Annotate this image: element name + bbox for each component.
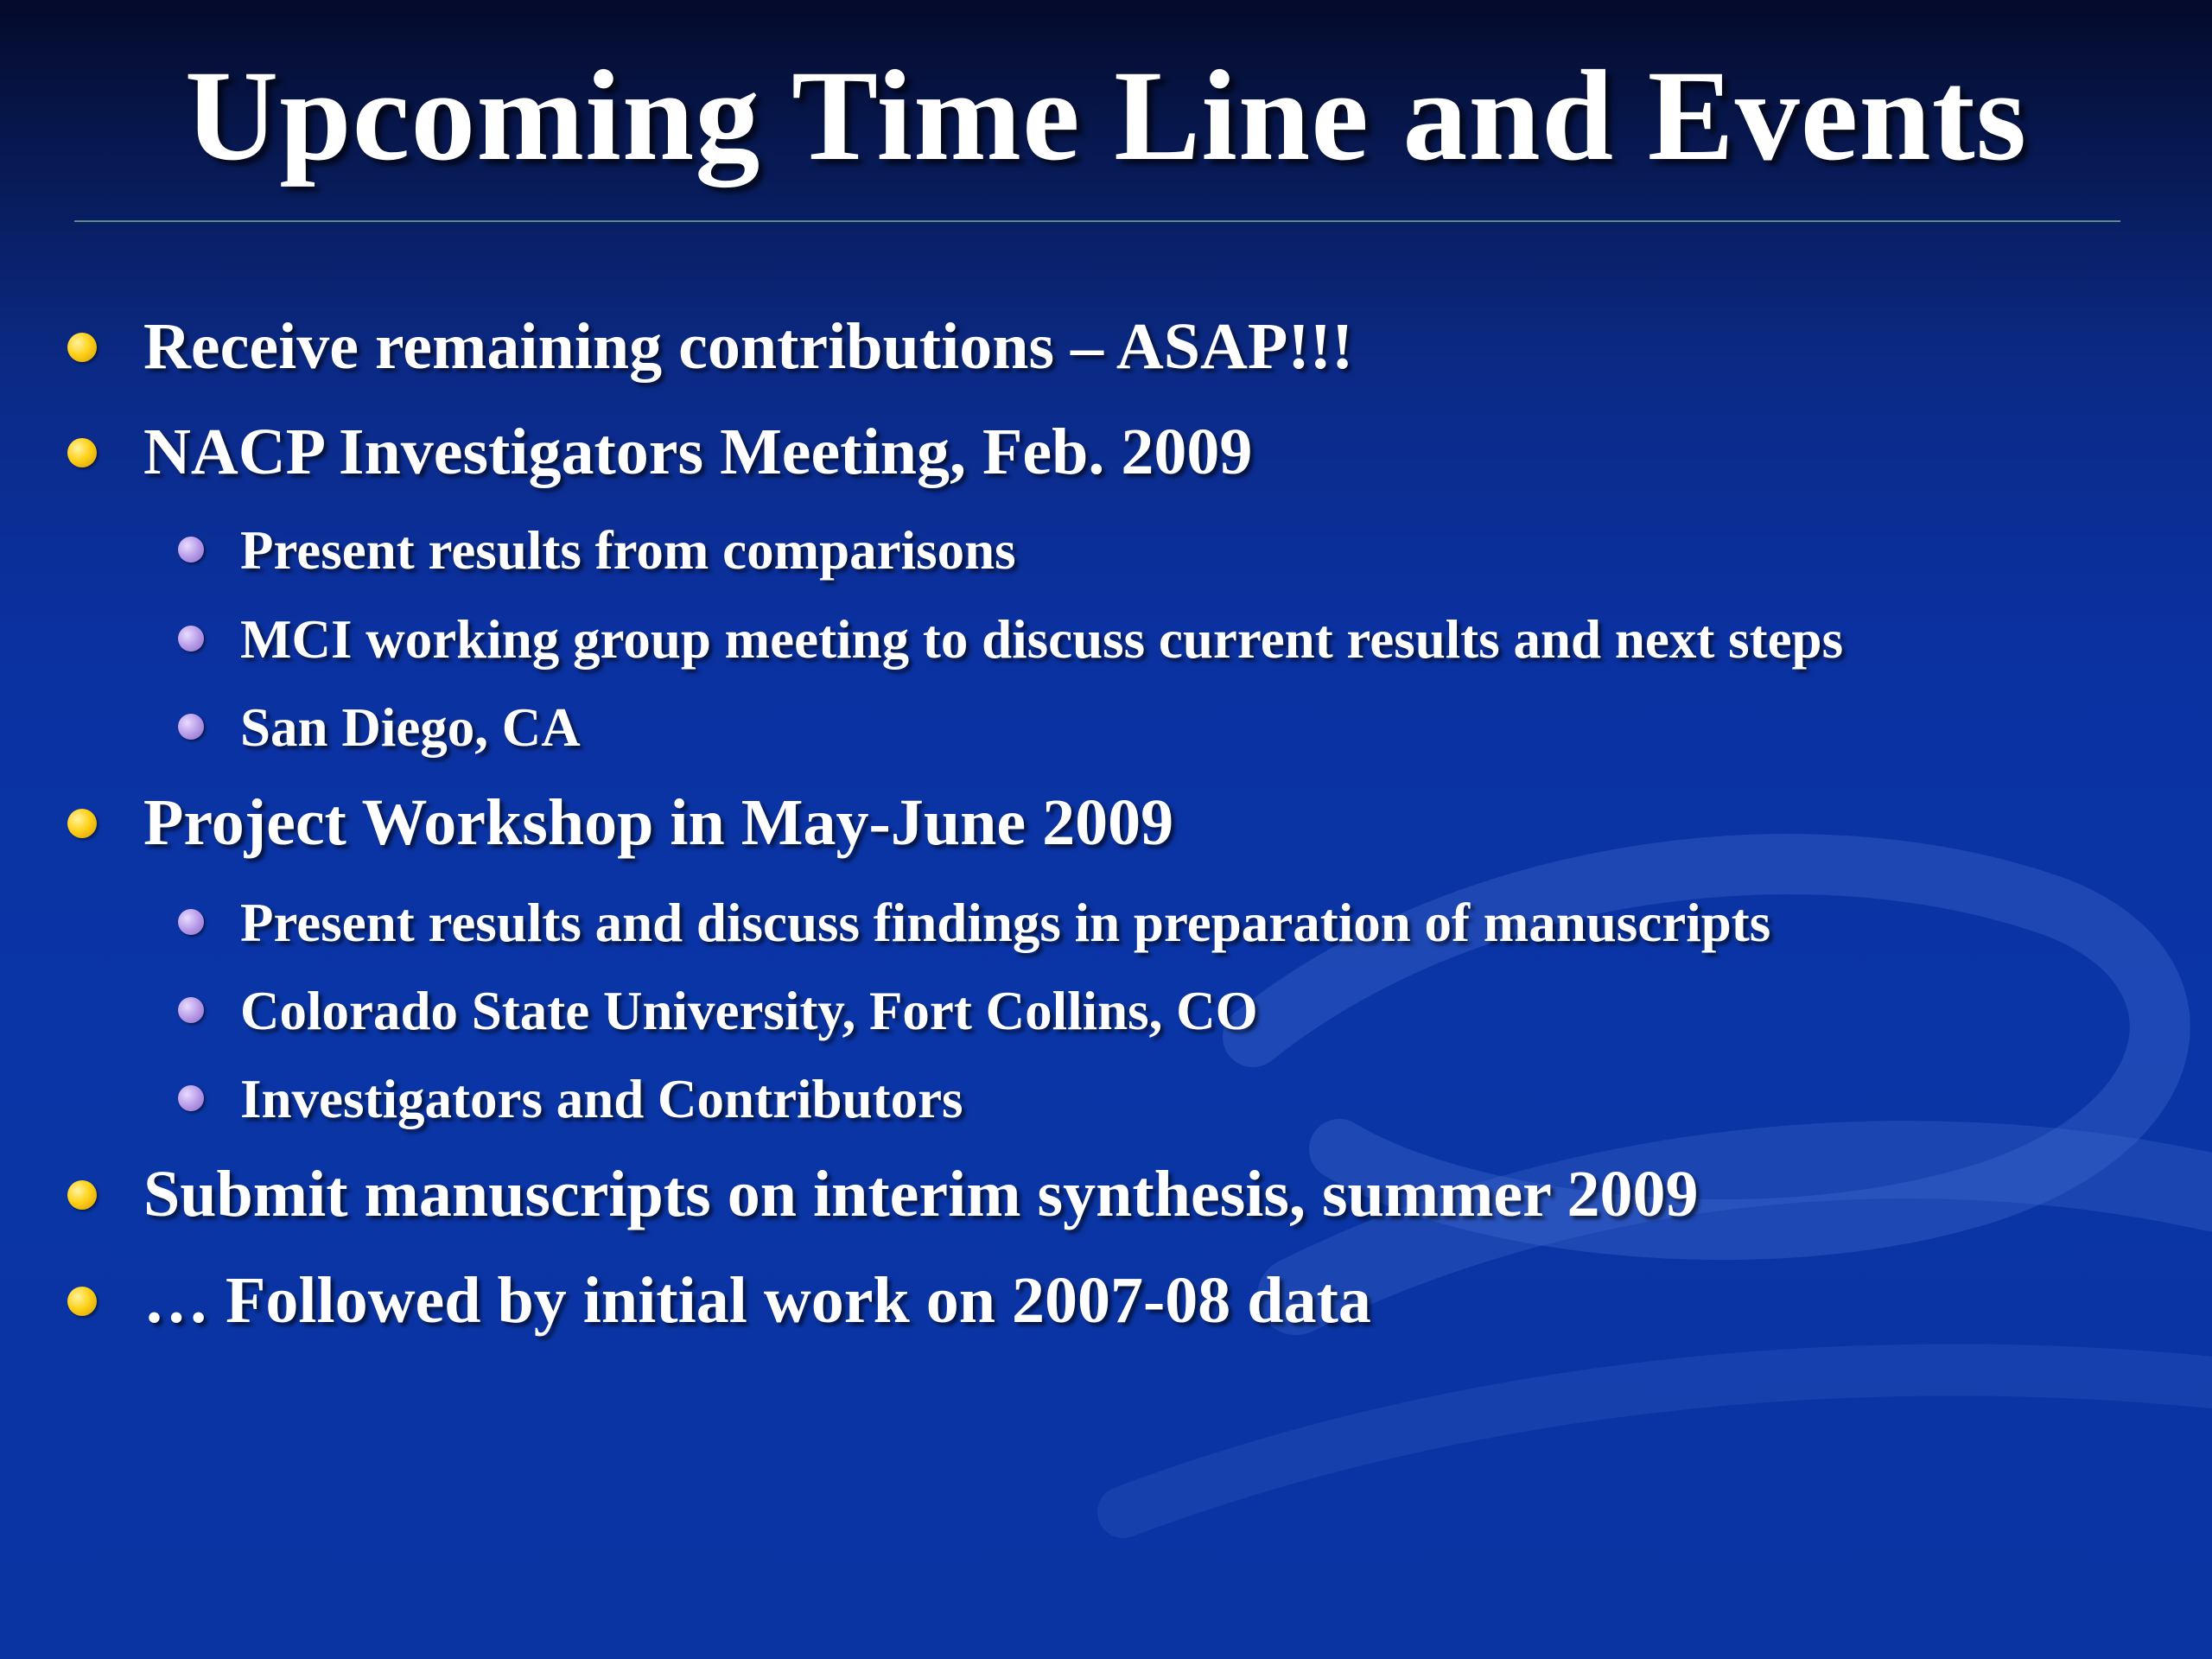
sub-list-item-text: Colorado State University, Fort Collins, CO (240, 981, 1258, 1041)
sub-list-item-text: Investigators and Contributors (240, 1069, 963, 1129)
sub-bullet-dot-icon (178, 909, 204, 935)
sub-bullet-dot-icon (178, 626, 204, 652)
list-item-text: … Followed by initial work on 2007-08 data (143, 1264, 1371, 1337)
list-item-text: Submit manuscripts on interim synthesis, summer 2009 (143, 1158, 1699, 1230)
list-item (143, 785, 1173, 861)
sub-list-item-text: San Diego, CA (240, 697, 581, 758)
sub-list-item-text: MCI working group meeting to discuss current results and next steps (240, 609, 1844, 670)
sub-list-item-text: Present results from comparisons (240, 520, 1016, 581)
list-item (143, 309, 1353, 385)
bullet-dot-icon (67, 1287, 97, 1316)
list-item-text: Receive remaining contributions – ASAP!!! (143, 310, 1354, 383)
sub-list-item-text: Present results and discuss findings in preparation of manuscripts (240, 893, 1771, 953)
bullet-dot-icon (67, 809, 97, 838)
sub-list-item (240, 696, 581, 760)
bullet-dot-icon (67, 1180, 97, 1210)
list-item (143, 1157, 1699, 1232)
slide-title: Upcoming Time Line and Events (184, 44, 2028, 188)
sub-list-item (240, 892, 1770, 955)
sub-list-item (240, 1068, 963, 1131)
sub-bullet-dot-icon (178, 1085, 204, 1111)
bullet-dot-icon (67, 333, 97, 362)
sub-list-item (240, 608, 1843, 671)
bullet-dot-icon (67, 438, 97, 467)
sub-bullet-dot-icon (178, 997, 204, 1023)
sub-list-item (240, 519, 1016, 582)
list-item-text: Project Workshop in May-June 2009 (143, 786, 1174, 859)
list-item (143, 415, 1252, 490)
sub-list-item (240, 980, 1258, 1043)
sub-bullet-dot-icon (178, 537, 204, 563)
list-item-text: NACP Investigators Meeting, Feb. 2009 (143, 416, 1253, 488)
list-item (143, 1263, 1371, 1338)
sub-bullet-dot-icon (178, 714, 204, 740)
